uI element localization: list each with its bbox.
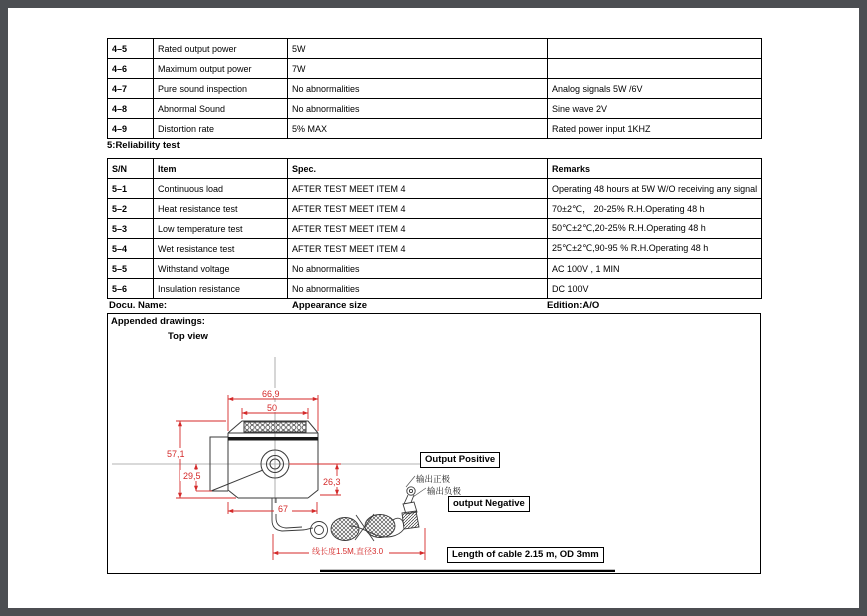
cell-spec: 5% MAX	[288, 119, 548, 139]
table-row	[108, 99, 762, 119]
cell-item: Rated output power	[154, 39, 288, 59]
cell-spec: No abnormalities	[288, 99, 548, 119]
table-row	[108, 239, 762, 259]
table-row	[108, 179, 762, 199]
cell-item: Withstand voltage	[154, 259, 288, 279]
cell-remarks	[548, 59, 762, 79]
cell-sn: 5–5	[108, 259, 154, 279]
table-row	[108, 59, 762, 79]
header-item: Item	[154, 159, 288, 179]
header-remarks: Remarks	[548, 159, 762, 179]
plug-strain-relief	[402, 511, 419, 529]
section-5-title: 5:Reliability test	[107, 140, 180, 151]
cell-item: Wet resistance test	[154, 239, 288, 259]
cell-spec: AFTER TEST MEET ITEM 4	[288, 219, 548, 239]
cell-item: Continuous load	[154, 179, 288, 199]
cell-spec: 5W	[288, 39, 548, 59]
spec-table-section4	[107, 38, 762, 139]
cell-spec: AFTER TEST MEET ITEM 4	[288, 199, 548, 219]
cell-remarks: 50℃±2℃,20-25% R.H.Operating 48 h	[548, 219, 762, 239]
header-sn: S/N	[108, 159, 154, 179]
dim-text-height-total: 57,1	[167, 449, 185, 459]
cell-spec: No abnormalities	[288, 79, 548, 99]
output-positive-cn-label: 输出正极	[416, 474, 451, 484]
table-header-row	[108, 159, 762, 179]
dim-text-width-outer: 66,9	[262, 389, 280, 399]
docu-name-label: Docu. Name:	[109, 300, 168, 311]
cell-sn: 5–6	[108, 279, 154, 299]
cell-item: Pure sound inspection	[154, 79, 288, 99]
cell-item: Abnormal Sound	[154, 99, 288, 119]
technical-drawing	[108, 314, 760, 572]
cable-wire	[272, 498, 302, 531]
plug-tip	[407, 487, 415, 495]
table-row	[108, 79, 762, 99]
reliability-test-table	[107, 158, 762, 299]
cell-spec: AFTER TEST MEET ITEM 4	[288, 179, 548, 199]
cell-sn: 5–1	[108, 179, 154, 199]
cell-sn: 4–9	[108, 119, 154, 139]
appearance-size-label: Appearance size	[292, 300, 367, 311]
cell-remarks: Operating 48 hours at 5W W/O receiving any signal	[548, 179, 762, 199]
document-page	[8, 8, 859, 608]
cell-item: Heat resistance test	[154, 199, 288, 219]
cell-remarks	[548, 39, 762, 59]
cell-remarks: 70±2℃， 20-25% R.H.Operating 48 h	[548, 199, 762, 219]
cell-remarks: DC 100V	[548, 279, 762, 299]
dimension-width-body	[228, 502, 317, 514]
cell-sn: 4–5	[108, 39, 154, 59]
output-negative-label: output Negative	[448, 496, 530, 512]
cell-sn: 5–3	[108, 219, 154, 239]
header-spec: Spec.	[288, 159, 548, 179]
speaker-grille	[244, 422, 306, 432]
table-row	[108, 39, 762, 59]
cell-item: Distortion rate	[154, 119, 288, 139]
appended-drawings-title: Appended drawings:	[111, 316, 205, 327]
output-positive-label: Output Positive	[420, 452, 500, 468]
cell-remarks: Rated power input 1KHZ	[548, 119, 762, 139]
dimension-height-total	[164, 421, 236, 498]
cell-item: Insulation resistance	[154, 279, 288, 299]
output-negative-cn-label: 输出负极	[427, 486, 462, 496]
cell-remarks: Analog signals 5W /6V	[548, 79, 762, 99]
dim-text-height-lower-right: 26,3	[323, 477, 341, 487]
cell-spec: 7W	[288, 59, 548, 79]
table-row	[108, 219, 762, 239]
dimension-height-lower-right	[289, 464, 350, 495]
device-band	[228, 437, 318, 441]
cell-sn: 4–6	[108, 59, 154, 79]
cell-remarks: AC 100V , 1 MIN	[548, 259, 762, 279]
cell-spec: AFTER TEST MEET ITEM 4	[288, 239, 548, 259]
cell-item: Low temperature test	[154, 219, 288, 239]
cell-sn: 4–7	[108, 79, 154, 99]
device-outline	[210, 421, 318, 531]
dim-text-width-body: 67	[278, 504, 289, 514]
top-view-label: Top view	[168, 331, 208, 342]
cell-remarks: Sine wave 2V	[548, 99, 762, 119]
appended-drawings-box	[107, 313, 761, 574]
dim-text-width-grille: 50	[267, 403, 278, 413]
cell-sn: 4–8	[108, 99, 154, 119]
cell-sn: 5–2	[108, 199, 154, 219]
cell-spec: No abnormalities	[288, 279, 548, 299]
dim-text-height-lower-left: 29,5	[183, 471, 201, 481]
device-diagonal-line	[211, 470, 263, 491]
table-row	[108, 199, 762, 219]
table-row	[108, 279, 762, 299]
cell-spec: No abnormalities	[288, 259, 548, 279]
dim-text-cable-note: 线长度1.5M,直径3.0	[312, 547, 384, 556]
edition-label: Edition:A/O	[547, 300, 600, 311]
table-row	[108, 119, 762, 139]
cell-item: Maximum output power	[154, 59, 288, 79]
table-row	[108, 259, 762, 279]
cell-remarks: 25℃±2℃,90-95 % R.H.Operating 48 h	[548, 239, 762, 259]
cable-length-label: Length of cable 2.15 m, OD 3mm	[447, 547, 604, 563]
cell-sn: 5–4	[108, 239, 154, 259]
